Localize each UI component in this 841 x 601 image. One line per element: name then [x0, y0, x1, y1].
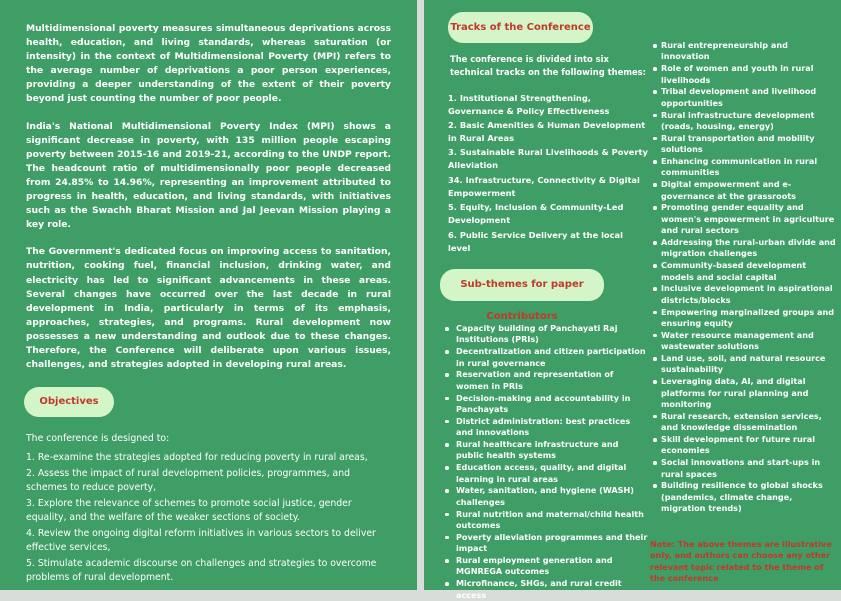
track-item: 6. Public Service Delivery at the local level — [448, 229, 623, 253]
tracks-intro: The conference is divided into six technical tracks on the following themes: — [450, 54, 647, 77]
subtheme-item: Rural healthcare infrastructure and public health systems — [440, 439, 648, 462]
subtheme-item: Poverty alleviation programmes and their impact — [440, 532, 648, 555]
subtheme-item: Water resource management and wastewater solutions — [650, 330, 836, 353]
subtheme-item: Rural transportation and mobility solutions — [650, 133, 836, 156]
subtheme-item: Rural nutrition and maternal/child health outcomes — [440, 509, 648, 532]
subtheme-item: Skill development for future rural economies — [650, 434, 836, 457]
track-item: 3. Sustainable Rural Livelihoods & Poverty Alleviation — [448, 147, 648, 171]
objective-item: 1. Re-examine the strategies adopted for reducing poverty in rural areas, — [26, 452, 368, 464]
subtheme-item: Decentralization and citizen participation in rural governance — [440, 346, 648, 369]
subtheme-item: Role of women and youth in rural livelihoods — [650, 63, 836, 86]
subtheme-item: Microfinance, SHGs, and rural credit access — [440, 578, 648, 601]
track-item: 5. Equity, Inclusion & Community-Led Development — [448, 202, 624, 226]
objective-item: 2. Assess the impact of rural development policies, programmes, and schemes to reduce poverty, — [26, 467, 350, 494]
themes-note: Note: The above themes are illustrative only, and authors can choose any other relevant topic related to the theme of the conference — [650, 538, 832, 583]
subtheme-item: Social innovations and start-ups in rural spaces — [650, 457, 836, 480]
objectives-heading: Objectives — [24, 387, 114, 417]
objective-item: 5. Stimulate academic discourse on challenges and strategies to overcome problems of rural development. — [26, 557, 377, 583]
subthemes-list-a — [440, 323, 648, 601]
track-item: 2. Basic Amenities & Human Development in Rural Areas — [448, 120, 646, 143]
subtheme-item: Digital empowerment and e-governance at the grassroots — [650, 179, 836, 202]
subtheme-item: Inclusive development in aspirational districts/blocks — [650, 283, 836, 306]
left-panel — [0, 0, 417, 590]
subtheme-item: Rural employment generation and MGNREGA outcomes — [440, 555, 648, 578]
intro-paragraph-2: India's National Multidimensional Poverty Index (MPI) shows a significant decrease in poverty, with 135 million people escaping poverty between 2015-16 and 2019-21, according to the UNDP report. The headcount ratio of multidimensionally poor people decreased from 24.85% to 14.96%, representing an improvement attributed to progress in health, education, and living standards, with initiatives such as the Swachh Bharat Mission and Jal Jeevan Mission playing a key role. — [26, 120, 391, 231]
subtheme-item: Empowering marginalized groups and ensuring equity — [650, 307, 836, 330]
tracks-heading: Tracks of the Conference — [448, 12, 593, 43]
intro-paragraph-3: The Government's dedicated focus on improving access to sanitation, nutrition, cooking fuel, financial inclusion, drinking water, and electricity has led to significant advancements in these areas. Several changes have occurred over the last decade in rural development in India, particularly in terms of its emphasis, approaches, strategies, and programs. Rural development now possesses a new understanding and outlook due to these changes. Therefore, the Conference will deliberate upon various issues, challenges, and strategies adopted in developing rural areas. — [26, 246, 391, 371]
subtheme-item: Reservation and representation of women in PRIs — [440, 369, 648, 392]
subtheme-item: Rural entrepreneurship and innovation — [650, 40, 836, 63]
subtheme-item: Enhancing communication in rural communities — [650, 156, 836, 179]
subtheme-item: Rural research, extension services, and knowledge dissemination — [650, 411, 836, 434]
subtheme-item: Capacity building of Panchayati Raj Institutions (PRIs) — [440, 323, 648, 346]
subtheme-item: Community-based development models and social capital — [650, 260, 836, 283]
subthemes-heading: Sub-themes for paper Contributors — [440, 269, 604, 301]
subthemes-list-b — [650, 40, 836, 515]
objective-item: 4. Review the ongoing digital reform initiatives in various sectors to deliver effective services, — [26, 527, 376, 553]
subtheme-item: Tribal development and livelihood opportunities — [650, 86, 836, 109]
subtheme-item: Water, sanitation, and hygiene (WASH) challenges — [440, 485, 648, 508]
subtheme-item: Addressing the rural-urban divide and migration challenges — [650, 237, 836, 260]
intro-paragraph-1: Multidimensional poverty measures simultaneous deprivations across health, education, and living standards, whereas saturation (or intensity) in the context of Multidimensional Poverty (MPI) refers to the average number of deprivations a poor person experiences, providing a deeper understanding of the extent of their poverty beyond just counting the number of poor people. — [26, 23, 391, 105]
subtheme-item: Education access, quality, and digital learning in rural areas — [440, 462, 648, 485]
objectives-list — [26, 451, 391, 585]
objective-item: 3. Explore the relevance of schemes to promote social justice, gender equality, and the welfare of the weaker sections of society. — [26, 497, 352, 523]
track-item: 1. Institutional Strengthening, Governance & Policy Effectiveness — [448, 92, 610, 116]
subtheme-item: Promoting gender equality and women's empowerment in agriculture and rural sectors — [650, 202, 836, 236]
subtheme-item: Decision-making and accountability in Panchayats — [440, 393, 648, 416]
subtheme-item: Land use, soil, and natural resource sustainability — [650, 353, 836, 376]
objectives-intro: The conference is designed to: — [26, 433, 170, 445]
tracks-list — [438, 92, 648, 255]
subtheme-item: Building resilience to global shocks (pandemics, climate change, migration trends) — [650, 480, 836, 514]
right-column-a — [438, 12, 648, 601]
subtheme-item: Rural infrastructure development (roads, housing, energy) — [650, 110, 836, 133]
track-item: 34. Infrastructure, Connectivity & Digital Empowerment — [448, 174, 640, 198]
right-column-b — [650, 40, 836, 584]
right-panel — [424, 0, 841, 600]
subtheme-item: District administration: best practices and innovations — [440, 416, 648, 439]
subtheme-item: Leveraging data, AI, and digital platforms for rural planning and monitoring — [650, 376, 836, 410]
